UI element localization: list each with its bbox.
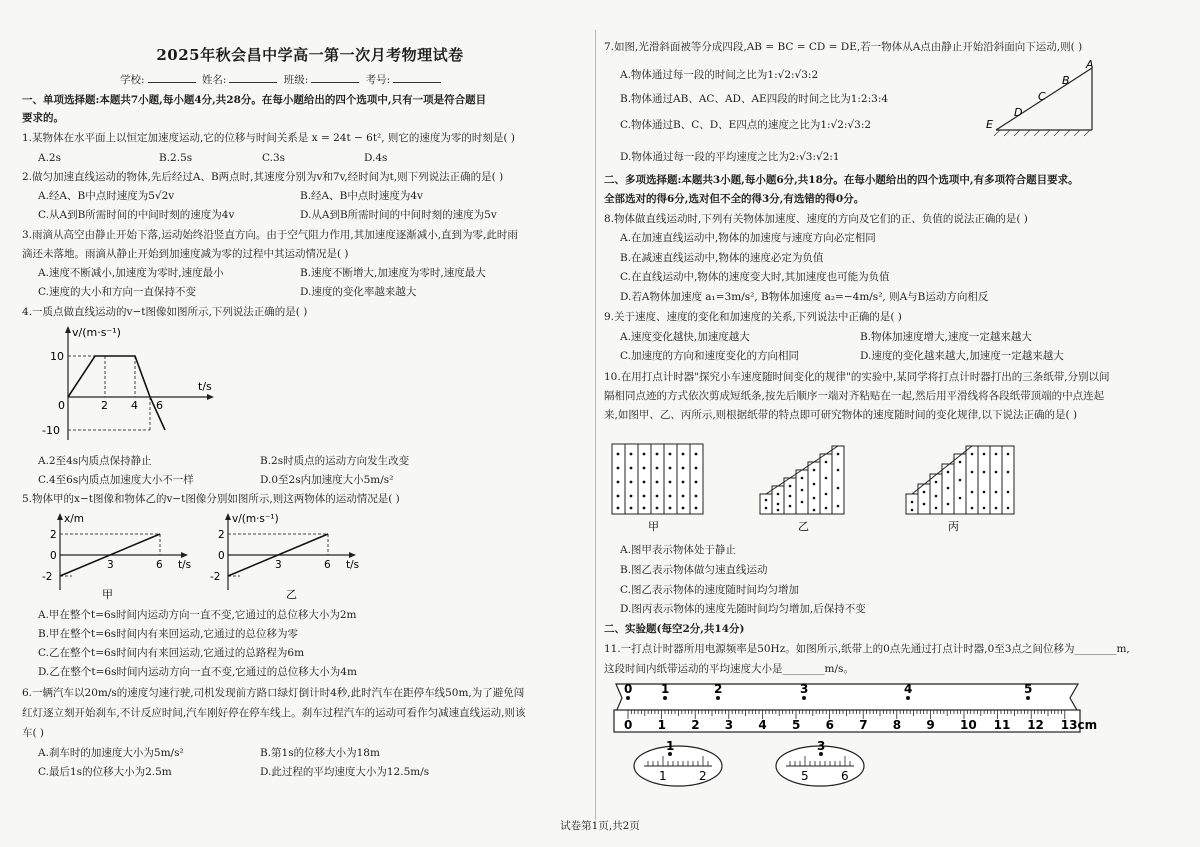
q3-option-b[interactable]: B.速度不断增大,加速度为零时,速度最大	[300, 267, 486, 279]
ruler-label: 12	[1027, 718, 1044, 732]
q5-g2-caption: 乙	[286, 588, 297, 601]
q4-option-c[interactable]: C.4至6s内质点加速度大小不一样	[38, 474, 194, 486]
q4-tick-neg10: -10	[42, 424, 60, 437]
paper-tape	[616, 684, 1078, 712]
q10-caption-yi: 乙	[798, 520, 809, 533]
school-label: 学校:	[120, 74, 145, 86]
q10-option-d[interactable]: D.图丙表示物体的速度先随时间均匀增加,后保持不变	[620, 603, 866, 615]
id-label: 考号:	[365, 74, 391, 86]
q5-g2-xlabel: t/s	[346, 559, 360, 571]
ruler-label: 9	[926, 718, 935, 732]
q1-option-a[interactable]: A.2s	[38, 152, 61, 164]
q10-stem-cont2: 来,如图甲、乙、丙所示,则根据纸带的特点即可研究物体的速度随时间的变化规律,以下说法正确的是( )	[604, 409, 1078, 421]
page-footer: 试卷第1页,共2页	[560, 820, 640, 832]
q8-stem: 8.物体做直线运动时,下列有关物体加速度、速度的方向及它们的正、负值的说法正确的是( )	[604, 213, 1028, 225]
q10-option-a[interactable]: A.图甲表示物体处于静止	[620, 544, 736, 556]
q4-graph-xlabel: t/s	[198, 380, 212, 393]
tape-point-1: 1	[661, 682, 670, 696]
ruler-label: 1	[657, 718, 666, 732]
tape-point-2: 2	[714, 682, 723, 696]
zoom2-point-label: 3	[817, 739, 826, 753]
q7-option-c[interactable]: C.物体通过B、C、D、E四点的速度之比为1:√2:√3:2	[620, 119, 872, 131]
zoom1-point-label: 1	[666, 739, 675, 753]
q5-g1-tick-2: 2	[50, 529, 57, 541]
name-field[interactable]	[229, 72, 277, 83]
q2-option-b[interactable]: B.经A、B中点时速度为4v	[300, 190, 423, 202]
q5-xt-graph	[32, 510, 212, 602]
column-divider	[595, 30, 596, 820]
q7-point-c: C	[1038, 90, 1046, 103]
q6-option-d[interactable]: D.此过程的平均速度大小为12.5m/s	[260, 766, 430, 778]
q4-tick-2: 2	[101, 399, 108, 412]
section2-heading-cont: 全部选对的得6分,选对但不全的得3分,有选错的得0分。	[604, 193, 865, 205]
section3-heading: 二、实验题(每空2分,共14分)	[604, 623, 745, 635]
school-field[interactable]	[148, 72, 196, 83]
zoom1-tick-1: 1	[659, 769, 667, 783]
section1-heading: 一、单项选择题:本题共7小题,每小题4分,共28分。在每小题给出的四个选项中,只有一项是符合题目	[22, 94, 487, 106]
q5-option-b[interactable]: B.甲在整个t=6s时间内有来回运动,它通过的总位移为零	[38, 628, 298, 640]
q3-stem: 3.雨滴从高空由静止开始下落,运动始终沿竖直方向。由于空气阻力作用,其加速度逐渐减小,直到为零,此时雨	[22, 229, 518, 241]
tape-point-4: 4	[904, 682, 913, 696]
q11-stem-cont: 这段时间内纸带运动的平均速度大小是________m/s。	[604, 663, 854, 675]
q2-option-a[interactable]: A.经A、B中点时速度为5√2v	[38, 190, 175, 202]
q10-tape-figures	[608, 438, 1048, 538]
q5-option-c[interactable]: C.乙在整个t=6s时间内有来回运动,它通过的总路程为6m	[38, 647, 305, 659]
q9-option-d[interactable]: D.速度的变化越来越大,加速度一定越来越大	[860, 350, 1064, 362]
zoom2-tick-6: 6	[841, 769, 849, 783]
q6-option-a[interactable]: A.刹车时的加速度大小为5m/s²	[38, 747, 184, 759]
tape-figure-jia	[612, 444, 703, 533]
q8-option-b[interactable]: B.在减速直线运动中,物体的速度必定为负值	[620, 252, 824, 264]
q1-option-c[interactable]: C.3s	[262, 152, 286, 164]
q3-option-c[interactable]: C.速度的大小和方向一直保持不变	[38, 286, 196, 298]
q4-graph-ylabel: v/(m·s⁻¹)	[72, 326, 121, 339]
q7-option-a[interactable]: A.物体通过每一段的时间之比为1:√2:√3:2	[620, 69, 819, 81]
q5-g2-tick-neg2: -2	[210, 571, 221, 583]
name-label: 姓名:	[201, 74, 227, 86]
q2-stem: 2.做匀加速直线运动的物体,先后经过A、B两点时,其速度分别为v和7v,经时间为t,则下列说法正确的是( )	[22, 171, 504, 183]
q1-stem: 1.某物体在水平面上以恒定加速度运动,它的位移与时间关系是 x = 24t − 6t², 则它的速度为零的时刻是( )	[22, 132, 515, 144]
ruler-label: 8	[892, 718, 902, 732]
q6-option-b[interactable]: B.第1s的位移大小为18m	[260, 747, 380, 759]
page-title: 2025年秋会昌中学高一第一次月考物理试卷	[156, 46, 464, 64]
q4-tick-0: 0	[58, 399, 65, 412]
q4-option-d[interactable]: D.0至2s内加速度大小5m/s²	[260, 474, 394, 486]
tape-point-3: 3	[800, 682, 809, 696]
tape-figure-yi	[760, 446, 844, 533]
ruler-label: 5	[792, 718, 801, 732]
ruler-label: 11	[993, 718, 1011, 732]
q7-point-a: A	[1086, 58, 1094, 71]
q5-g1-tick-3: 3	[107, 559, 114, 571]
q10-caption-jia: 甲	[648, 520, 659, 533]
q10-option-b[interactable]: B.图乙表示物体做匀速直线运动	[620, 564, 768, 576]
q5-vt-graph	[200, 510, 380, 602]
q1-option-d[interactable]: D.4s	[364, 152, 388, 164]
q10-stem: 10.在用打点计时器"探究小车速度随时间变化的规律"的实验中,某同学将打点计时器打出的三条纸带,分别以间	[604, 371, 1110, 383]
tape-point-0: 0	[624, 682, 633, 696]
q4-tick-10: 10	[50, 350, 64, 363]
q8-option-d[interactable]: D.若A物体加速度 a₁=3m/s², B物体加速度 a₂=−4m/s², 则A与B运动方向相反	[620, 291, 989, 303]
q9-option-b[interactable]: B.物体加速度增大,速度一定越来越大	[860, 331, 1032, 343]
ruler-label: 3	[724, 718, 734, 732]
zoom2-tick-5: 5	[801, 769, 809, 783]
ruler-label: 4	[758, 718, 767, 732]
q5-stem: 5.物体甲的x−t图像和物体乙的v−t图像分别如图所示,则这两物体的运动情况是( )	[22, 493, 400, 505]
q10-caption-bing: 丙	[948, 520, 959, 533]
q8-option-a[interactable]: A.在加速直线运动中,物体的加速度与速度方向必定相同	[620, 232, 876, 244]
q2-option-c[interactable]: C.从A到B所需时间的中间时刻的速度为4v	[38, 209, 235, 221]
q9-stem: 9.关于速度、速度的变化和加速度的关系,下列说法中正确的是( )	[604, 311, 902, 323]
q7-point-b: B	[1062, 74, 1070, 87]
q7-point-e: E	[986, 118, 993, 131]
q6-stem: 6.一辆汽车以20m/s的速度匀速行驶,司机发现前方路口绿灯倒计时4秒,此时汽车在距停车线50m,为了避免闯	[22, 687, 525, 699]
q5-g2-tick-0: 0	[218, 550, 225, 562]
q7-option-d[interactable]: D.物体通过每一段的平均速度之比为2:√3:√2:1	[620, 151, 840, 163]
q3-option-a[interactable]: A.速度不断减小,加速度为零时,速度最小	[38, 267, 224, 279]
tape-point-5: 5	[1024, 682, 1033, 696]
ruler-label: 13cm	[1060, 718, 1098, 732]
q7-stem: 7.如图,光滑斜面被等分成四段,AB = BC = CD = DE,若一物体从A点由静止开始沿斜面向下运动,则( )	[604, 41, 1083, 53]
q5-g1-tick-0: 0	[50, 550, 57, 562]
q4-tick-4: 4	[131, 399, 138, 412]
q6-option-c[interactable]: C.最后1s的位移大小为2.5m	[38, 766, 172, 778]
q5-g2-tick-6: 6	[324, 559, 331, 571]
q5-option-d[interactable]: D.乙在整个t=6s时间内运动方向一直不变,它通过的总位移大小为4m	[38, 666, 357, 678]
ruler-label: 2	[691, 718, 700, 732]
section1-heading-cont: 要求的。	[22, 112, 64, 124]
q10-stem-cont: 隔相同点迹的方式依次剪成短纸条,按先后顺序一端对齐粘贴在一起,然后用平滑线将各段纸带顶端的中点连起	[604, 390, 1105, 402]
q4-tick-6: 6	[156, 399, 163, 412]
q5-g1-caption: 甲	[102, 588, 113, 601]
q6-stem-cont: 红灯逐立刻开始刹车,不计反应时间,汽车刚好停在停车线上。刹车过程汽车的运动可看作匀减速直线运动,则该	[22, 707, 526, 719]
q3-stem-cont: 滴还未落地。雨滴从静止开始到加速度减为零的过程中其运动情况是( )	[22, 248, 349, 260]
q10-option-c[interactable]: C.图乙表示物体的速度随时间均匀增加	[620, 584, 799, 596]
section2-heading: 二、多项选择题:本题共3小题,每小题6分,共18分。在每小题给出的四个选项中,有多项符合题目要求。	[604, 174, 1079, 186]
q9-option-a[interactable]: A.速度变化越快,加速度越大	[620, 331, 750, 343]
student-info-line	[120, 72, 444, 87]
q7-incline-figure	[982, 58, 1112, 140]
q8-option-c[interactable]: C.在直线运动中,物体的速度变大时,其加速度也可能为负值	[620, 271, 890, 283]
q2-option-d[interactable]: D.从A到B所需时间的中间时刻的速度为5v	[300, 209, 497, 221]
q5-g1-tick-6: 6	[156, 559, 163, 571]
class-field[interactable]	[311, 72, 359, 83]
q5-option-a[interactable]: A.甲在整个t=6s时间内运动方向一直不变,它通过的总位移大小为2m	[38, 609, 357, 621]
q5-g2-tick-2: 2	[218, 529, 225, 541]
q9-option-c[interactable]: C.加速度的方向和速度变化的方向相同	[620, 350, 799, 362]
id-field[interactable]	[393, 72, 441, 83]
q4-option-b[interactable]: B.2s时质点的运动方向发生改变	[260, 455, 410, 467]
q1-option-b[interactable]: B.2.5s	[159, 152, 193, 164]
class-label: 班级:	[283, 74, 309, 86]
q5-g2-tick-3: 3	[275, 559, 282, 571]
q4-vt-graph	[38, 322, 238, 444]
q4-option-a[interactable]: A.2至4s内质点保持静止	[38, 455, 152, 467]
q6-stem-cont2: 车( )	[22, 727, 45, 739]
ruler-label: 6	[825, 718, 834, 732]
ruler-label: 7	[859, 718, 868, 732]
q5-g1-tick-neg2: -2	[42, 571, 53, 583]
q5-g1-ylabel: x/m	[64, 513, 84, 525]
tape-figure-bing	[906, 446, 1014, 533]
q3-option-d[interactable]: D.速度的变化率越来越大	[300, 286, 417, 298]
q5-g1-xlabel: t/s	[178, 559, 192, 571]
ruler-label: 0	[624, 718, 633, 732]
q5-g2-ylabel: v/(m·s⁻¹)	[232, 513, 279, 525]
q7-point-d: D	[1014, 106, 1023, 119]
q4-stem: 4.一质点做直线运动的v−t图像如图所示,下列说法正确的是( )	[22, 306, 308, 318]
ruler-label: 10	[960, 718, 977, 732]
q11-stem: 11.一打点计时器所用电源频率是50Hz。如图所示,纸带上的0点先通过打点计时器,0至3点之间位移为________m,	[604, 643, 1130, 655]
q11-tape-ruler-figure	[608, 680, 1098, 794]
zoom1-tick-2: 2	[699, 769, 707, 783]
q7-option-b[interactable]: B.物体通过AB、AC、AD、AE四段的时间之比为1:2:3:4	[620, 93, 889, 105]
